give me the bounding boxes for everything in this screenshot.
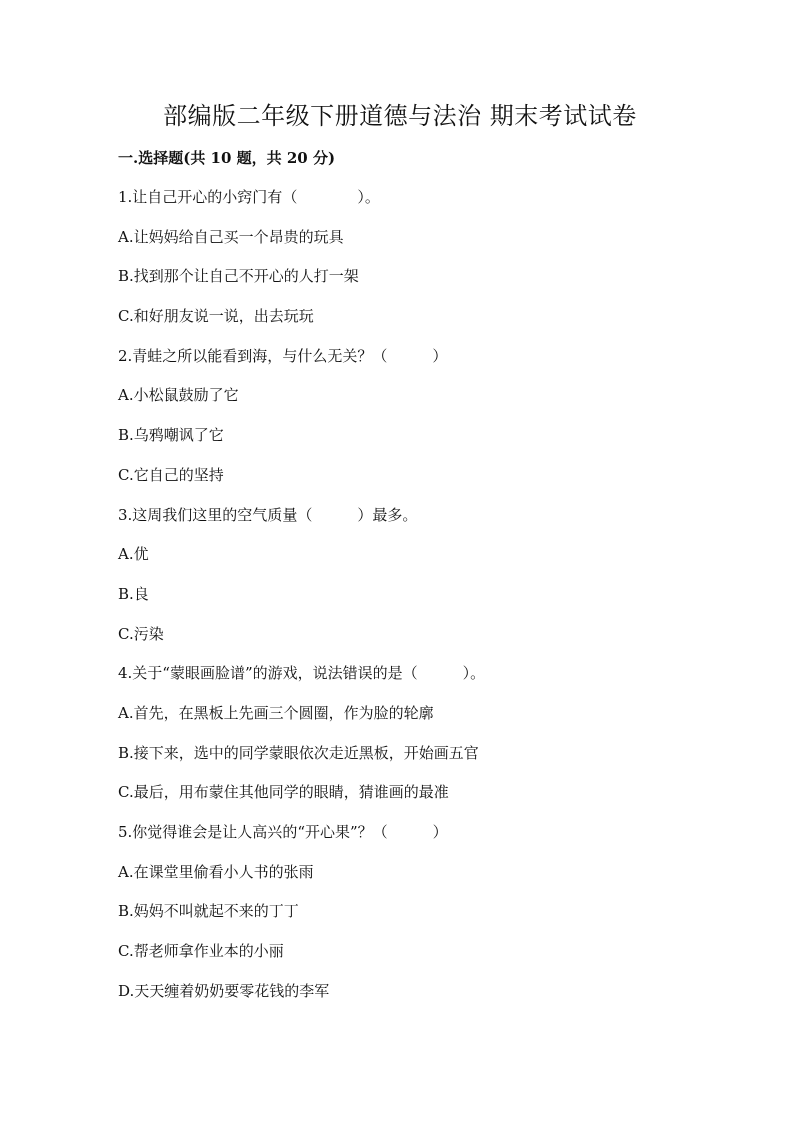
- answer-option: A.优: [118, 545, 149, 564]
- answer-option: C.它自己的坚持: [118, 465, 224, 484]
- answer-option: A.让妈妈给自己买一个昂贵的玩具: [118, 227, 344, 246]
- answer-option: B.接下来，选中的同学蒙眼依次走近黑板，开始画五官: [118, 743, 479, 762]
- answer-option: A.在课堂里偷看小人书的张雨: [118, 862, 314, 881]
- answer-option: C.帮老师拿作业本的小丽: [118, 942, 284, 961]
- answer-option: A.小松鼠鼓励了它: [118, 386, 239, 405]
- answer-option: C.最后，用布蒙住其他同学的眼睛，猜谁画的最准: [118, 783, 449, 802]
- answer-option: C.污染: [118, 624, 164, 643]
- question-stem: 5.你觉得谁会是让人高兴的“开心果”？（ ）: [118, 823, 448, 841]
- question-stem: 2.青蛙之所以能看到海，与什么无关？（ ）: [118, 346, 448, 365]
- answer-option: B.找到那个让自己不开心的人打一架: [118, 267, 359, 286]
- question-stem: 1.让自己开心的小窍门有（ ）。: [118, 188, 380, 206]
- question-stem: 4.关于“蒙眼画脸谱”的游戏，说法错误的是（ ）。: [118, 664, 486, 683]
- answer-option: C.和好朋友说一说，出去玩玩: [118, 307, 314, 326]
- question-list: [118, 182, 718, 1015]
- answer-option: D.天天缠着奶奶要零花钱的李军: [118, 981, 330, 1000]
- answer-option: B.妈妈不叫就起不来的丁丁: [118, 902, 299, 921]
- answer-option: A.首先，在黑板上先画三个圆圈，作为脸的轮廓: [118, 703, 434, 722]
- answer-option: B.乌鸦嘲讽了它: [118, 426, 224, 445]
- question-stem: 3.这周我们这里的空气质量（ ）最多。: [118, 505, 418, 524]
- answer-option: B.良: [118, 584, 149, 603]
- section-heading: 一.选择题(共 10 题，共 20 分): [118, 149, 336, 167]
- page-title: 部编版二年级下册道德与法治 期末考试试卷: [163, 102, 637, 130]
